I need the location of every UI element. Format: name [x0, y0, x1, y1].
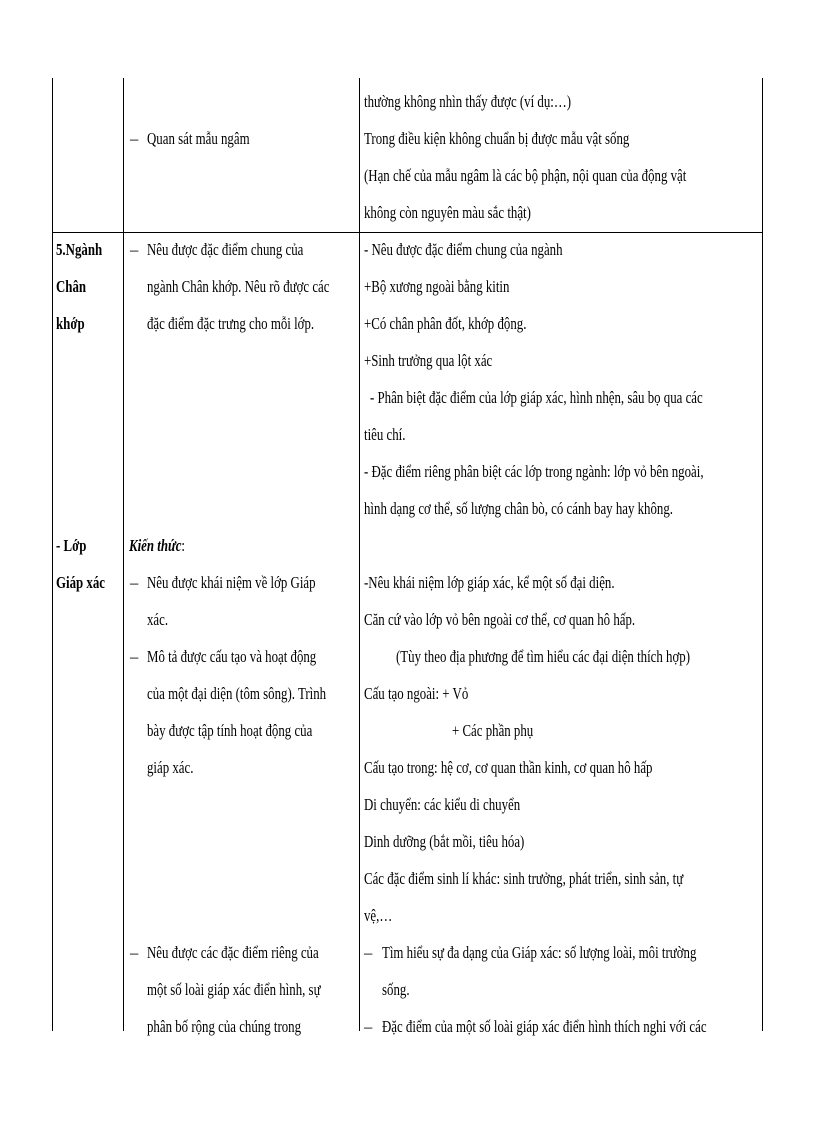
topic-arthropoda-line1: 5.Ngành: [56, 240, 103, 259]
req-text: giáp xác.: [147, 758, 194, 777]
guide-text: -Nêu khái niệm lớp giáp xác, kể một số đại diện.: [364, 573, 615, 592]
req-text: của một đại diện (tôm sông). Trình: [147, 684, 327, 703]
guide-text: Căn cứ vào lớp vỏ bên ngoài cơ thể, cơ quan hô hấp.: [364, 610, 636, 629]
guide-text: thường không nhìn thấy được (ví dụ:…): [364, 92, 572, 111]
guide-text: (Tùy theo địa phương để tìm hiểu các đại diện thích hợp): [396, 647, 690, 666]
req-text: Nêu được đặc điểm chung của: [147, 240, 304, 259]
guide-text: + Các phần phụ: [452, 721, 534, 740]
topic-crustacea-line1: - Lớp: [56, 536, 87, 555]
req-text: phân bố rộng của chúng trong: [147, 1017, 302, 1036]
guide-text: - Đặc điểm riêng phân biệt các lớp trong ngành: lớp vỏ bên ngoài,: [364, 462, 704, 481]
bullet-dash: –: [130, 240, 139, 259]
topic-arthropoda-line2: Chân: [56, 277, 87, 296]
guide-text: Tìm hiểu sự đa dạng của Giáp xác: số lượng loài, môi trường: [382, 943, 697, 962]
req-text: đặc điểm đặc trưng cho mỗi lớp.: [147, 314, 315, 333]
knowledge-colon: :: [181, 536, 185, 555]
guide-text: Cấu tạo trong: hệ cơ, cơ quan thần kinh, cơ quan hô hấp: [364, 758, 653, 777]
guide-text: - Phân biệt đặc điểm của lớp giáp xác, hình nhện, sâu bọ qua các: [370, 388, 703, 407]
guide-text: Các đặc điểm sinh lí khác: sinh trưởng, phát triển, sinh sản, tự: [364, 869, 684, 888]
bullet-dash: –: [130, 573, 139, 592]
knowledge-label: Kiến thức: [129, 536, 182, 555]
topic-arthropoda-line3: khớp: [56, 314, 85, 333]
guide-text: hình dạng cơ thể, số lượng chân bò, có cánh bay hay không.: [364, 499, 674, 518]
guide-text: +Bộ xương ngoài bằng kitin: [364, 277, 510, 296]
req-text: Quan sát mẫu ngâm: [147, 129, 250, 148]
req-text: bày được tập tính hoạt động của: [147, 721, 313, 740]
knowledge-heading: [129, 536, 185, 556]
guide-text: tiêu chí.: [364, 425, 406, 444]
req-text: Nêu được các đặc điểm riêng của: [147, 943, 319, 962]
guide-text: - Nêu được đặc điểm chung của ngành: [364, 240, 563, 259]
table-border-right: [762, 78, 763, 1031]
guide-text: Trong điều kiện không chuẩn bị được mẫu vật sống: [364, 129, 630, 148]
bullet-dash: –: [130, 129, 139, 148]
guide-text: Dinh dưỡng (bắt mồi, tiêu hóa): [364, 832, 525, 851]
table-divider-col1: [123, 78, 124, 1031]
req-text: ngành Chân khớp. Nêu rõ được các: [147, 277, 330, 296]
req-text: xác.: [147, 610, 169, 629]
bullet-dash: –: [364, 943, 373, 962]
bullet-dash: –: [364, 1017, 373, 1036]
req-text: Nêu được khái niệm về lớp Giáp: [147, 573, 316, 592]
bullet-dash: –: [130, 943, 139, 962]
guide-text: không còn nguyên màu sắc thật): [364, 203, 531, 222]
guide-text: vệ,…: [364, 906, 393, 925]
guide-text: sống.: [382, 980, 410, 999]
guide-text: +Sinh trưởng qua lột xác: [364, 351, 493, 370]
table-border-left: [52, 78, 53, 1031]
guide-text: +Có chân phân đốt, khớp động.: [364, 314, 527, 333]
bullet-dash: –: [130, 647, 139, 666]
guide-text: Đặc điểm của một số loài giáp xác điển hình thích nghi với các: [382, 1017, 707, 1036]
guide-text: Cấu tạo ngoài: + Vỏ: [364, 684, 469, 703]
guide-text: Di chuyển: các kiểu di chuyển: [364, 795, 521, 814]
guide-text: (Hạn chế của mẫu ngâm là các bộ phận, nội quan của động vật: [364, 166, 687, 185]
row-divider: [52, 232, 763, 233]
table-divider-col2: [359, 78, 360, 1031]
req-text: một số loài giáp xác điển hình, sự: [147, 980, 321, 999]
req-text: Mô tả được cấu tạo và hoạt động: [147, 647, 317, 666]
topic-crustacea-line2: Giáp xác: [56, 573, 105, 592]
